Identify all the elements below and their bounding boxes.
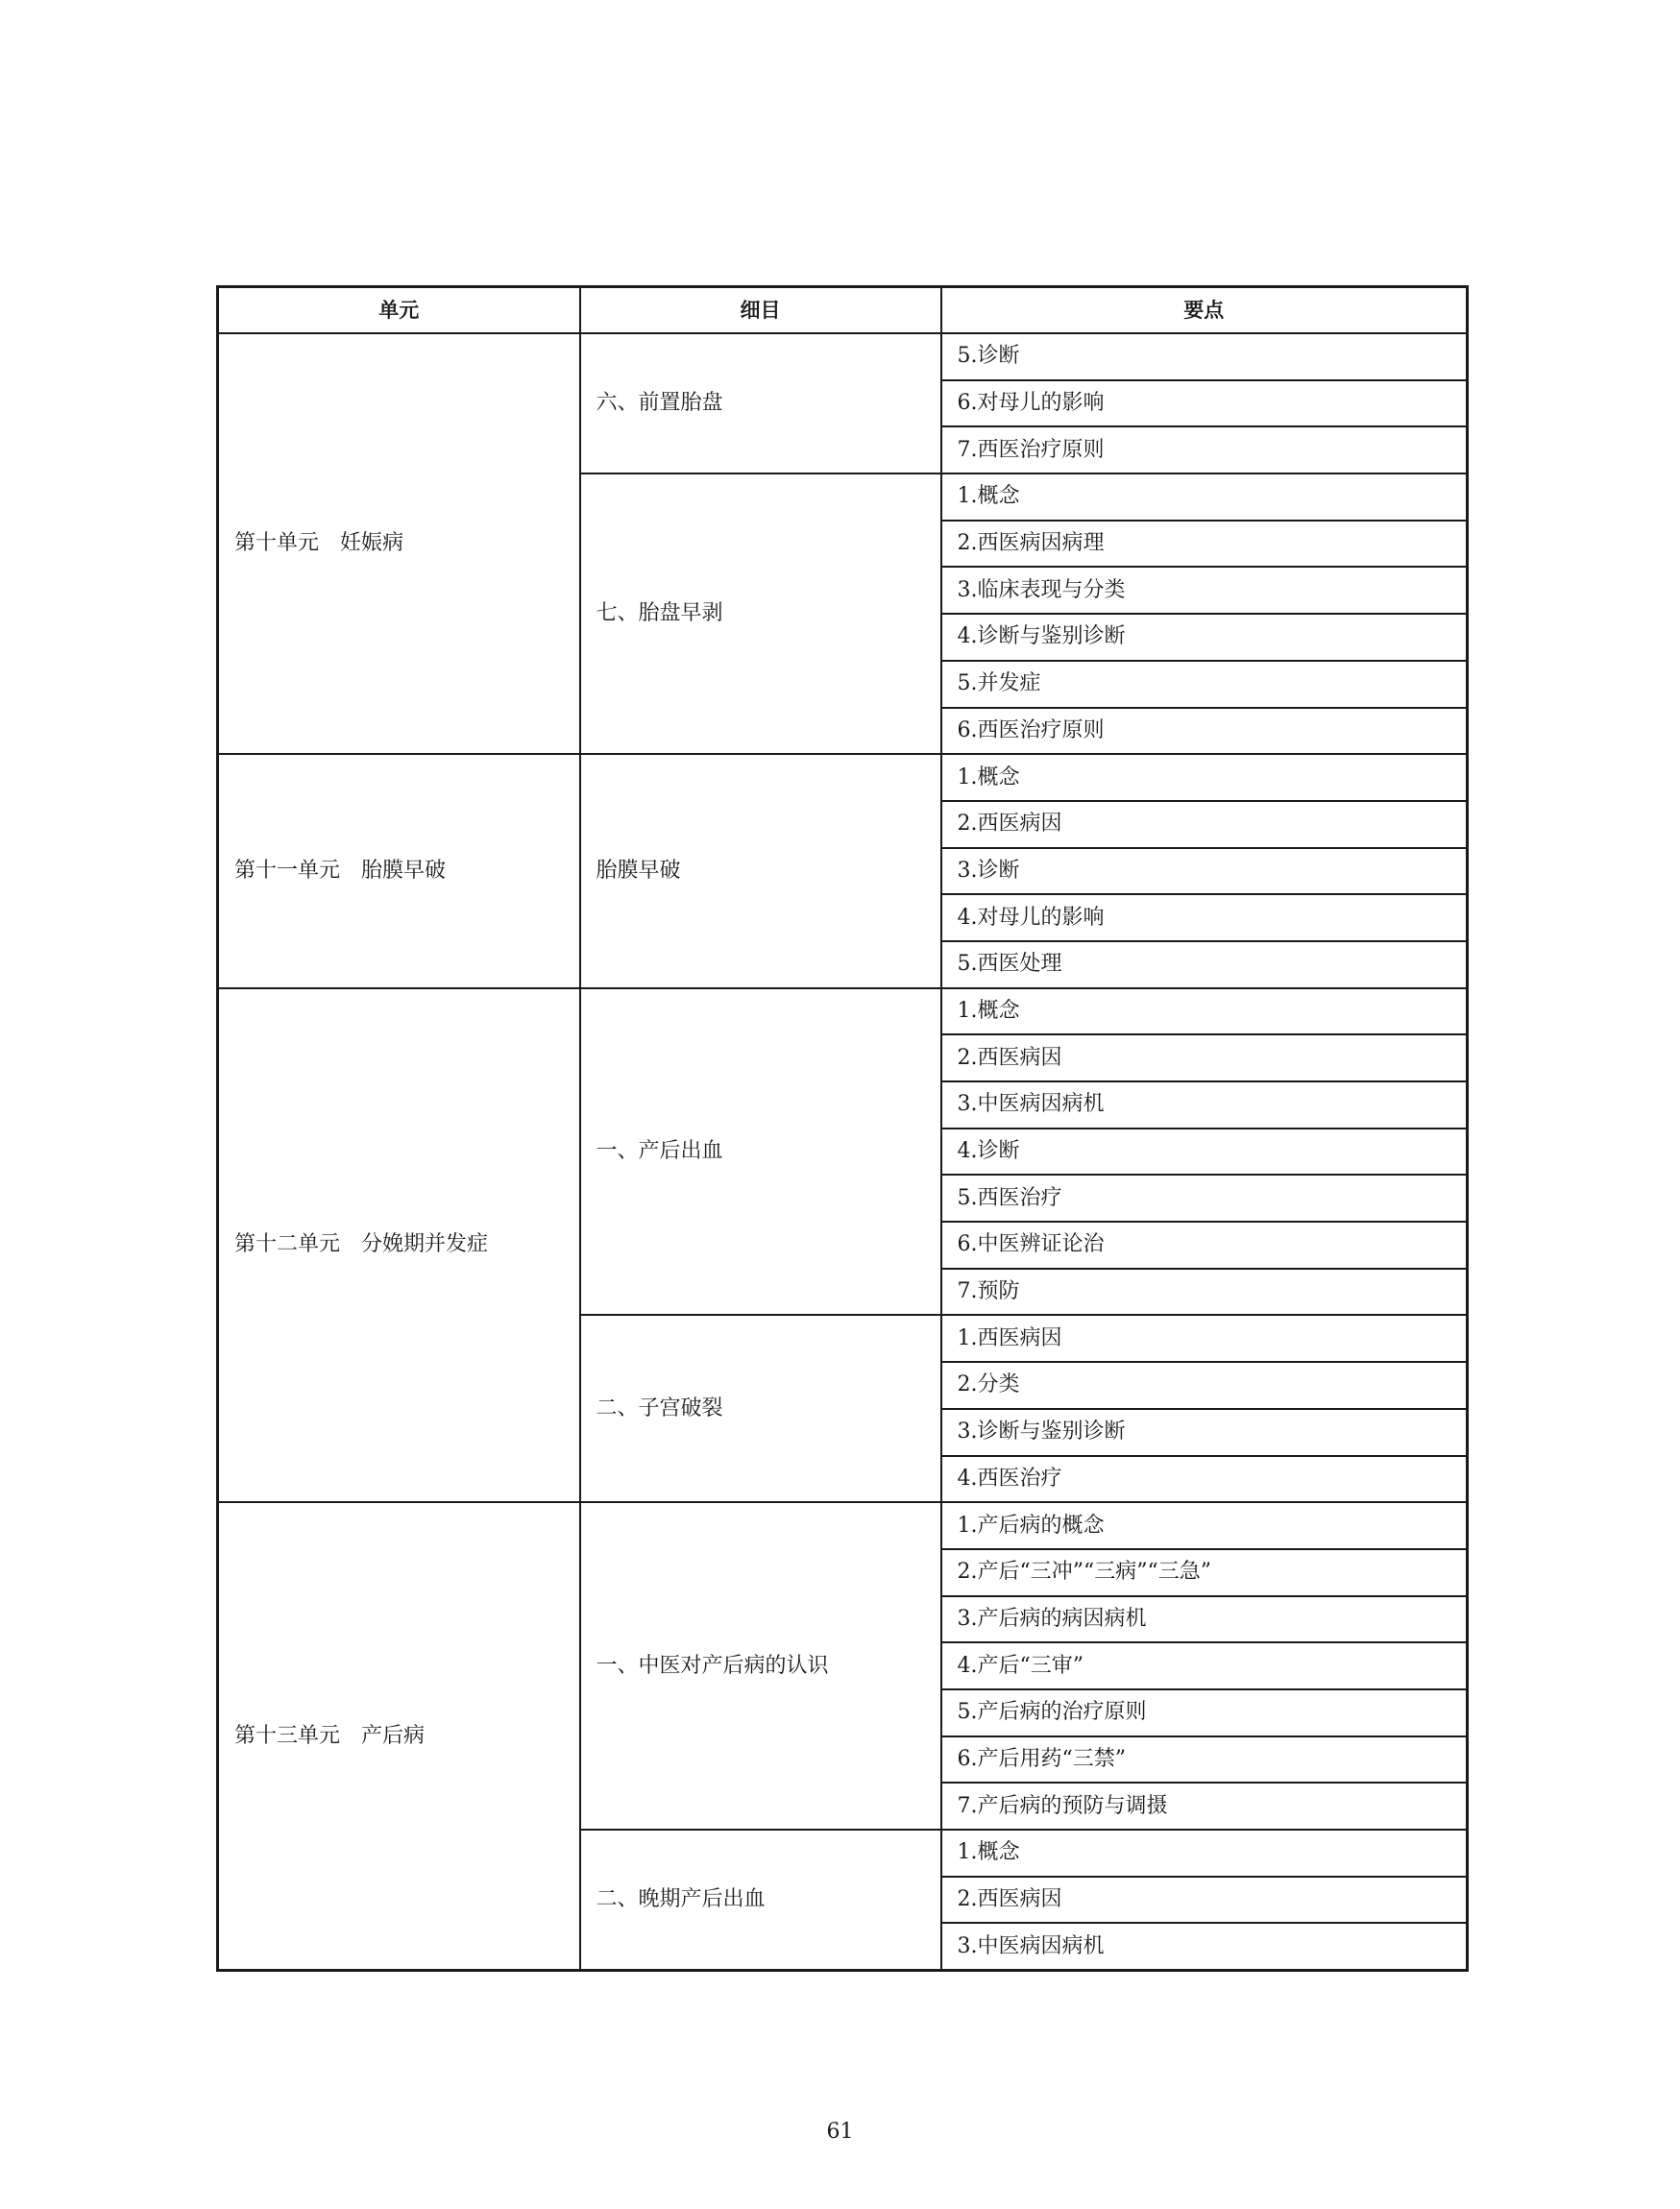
point-cell: 5.并发症 xyxy=(941,661,1468,708)
item-cell: 六、前置胎盘 xyxy=(580,333,941,473)
item-cell: 一、中医对产后病的认识 xyxy=(580,1502,941,1830)
point-cell: 7.产后病的预防与调摄 xyxy=(941,1783,1468,1830)
point-cell: 1.概念 xyxy=(941,988,1468,1035)
point-cell: 2.西医病因 xyxy=(941,1877,1468,1924)
point-cell: 7.预防 xyxy=(941,1269,1468,1316)
point-cell: 7.西医治疗原则 xyxy=(941,426,1468,473)
item-cell: 二、子宫破裂 xyxy=(580,1315,941,1502)
table-header-row xyxy=(218,287,1468,334)
header-unit: 单元 xyxy=(218,287,580,334)
point-cell: 2.西医病因病理 xyxy=(941,521,1468,568)
point-cell: 5.西医处理 xyxy=(941,941,1468,988)
item-cell: 一、产后出血 xyxy=(580,988,941,1316)
point-cell: 1.概念 xyxy=(941,473,1468,521)
header-item: 细目 xyxy=(580,287,941,334)
unit-cell: 第十三单元 产后病 xyxy=(218,1502,580,1970)
unit-cell: 第十一单元 胎膜早破 xyxy=(218,754,580,987)
point-cell: 2.产后“三冲”“三病”“三急” xyxy=(941,1549,1468,1596)
table-body xyxy=(218,333,1468,1971)
point-cell: 6.产后用药“三禁” xyxy=(941,1736,1468,1784)
point-cell: 4.诊断 xyxy=(941,1129,1468,1176)
point-cell: 1.西医病因 xyxy=(941,1315,1468,1362)
point-cell: 2.西医病因 xyxy=(941,801,1468,848)
point-cell: 1.概念 xyxy=(941,754,1468,801)
point-cell: 4.西医治疗 xyxy=(941,1456,1468,1503)
unit-cell: 第十二单元 分娩期并发症 xyxy=(218,988,580,1503)
point-cell: 3.诊断 xyxy=(941,848,1468,895)
unit-cell: 第十单元 妊娠病 xyxy=(218,333,580,754)
point-cell: 5.西医治疗 xyxy=(941,1175,1468,1222)
point-cell: 6.西医治疗原则 xyxy=(941,708,1468,755)
item-cell: 胎膜早破 xyxy=(580,754,941,987)
point-cell: 3.诊断与鉴别诊断 xyxy=(941,1409,1468,1456)
point-cell: 1.概念 xyxy=(941,1830,1468,1877)
point-cell: 5.诊断 xyxy=(941,333,1468,380)
point-cell: 4.诊断与鉴别诊断 xyxy=(941,614,1468,661)
table-row xyxy=(218,988,1468,1035)
page-number: 61 xyxy=(826,2120,854,2144)
point-cell: 4.产后“三审” xyxy=(941,1642,1468,1689)
point-cell: 4.对母儿的影响 xyxy=(941,894,1468,941)
point-cell: 5.产后病的治疗原则 xyxy=(941,1689,1468,1736)
point-cell: 2.西医病因 xyxy=(941,1034,1468,1081)
point-cell: 2.分类 xyxy=(941,1362,1468,1409)
table-row xyxy=(218,1502,1468,1549)
point-cell: 6.对母儿的影响 xyxy=(941,380,1468,427)
item-cell: 二、晚期产后出血 xyxy=(580,1830,941,1971)
point-cell: 3.产后病的病因病机 xyxy=(941,1596,1468,1643)
table-row xyxy=(218,333,1468,380)
header-point: 要点 xyxy=(941,287,1468,334)
point-cell: 1.产后病的概念 xyxy=(941,1502,1468,1549)
point-cell: 3.中医病因病机 xyxy=(941,1923,1468,1970)
syllabus-table xyxy=(216,285,1469,1972)
point-cell: 6.中医辨证论治 xyxy=(941,1222,1468,1269)
point-cell: 3.临床表现与分类 xyxy=(941,567,1468,614)
item-cell: 七、胎盘早剥 xyxy=(580,473,941,754)
point-cell: 3.中医病因病机 xyxy=(941,1081,1468,1129)
table-row xyxy=(218,754,1468,801)
